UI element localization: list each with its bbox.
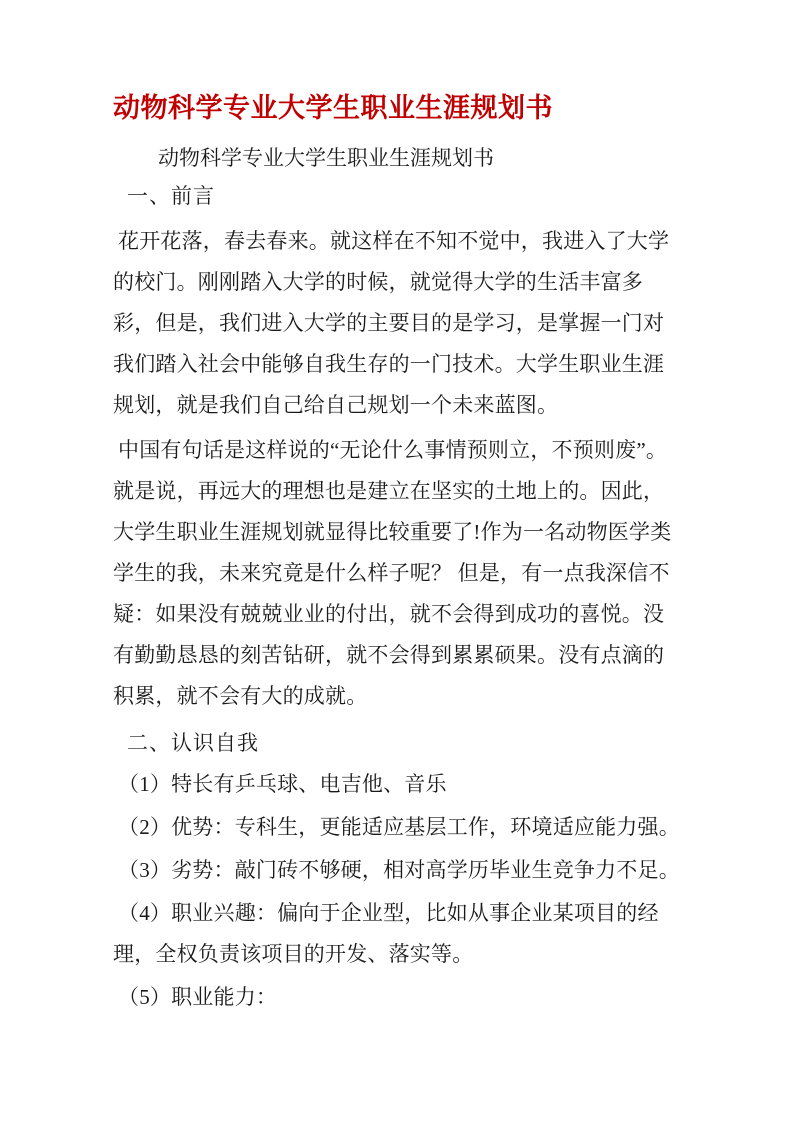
list-item-4-career-interest: （4）职业兴趣：偏向于企业型，比如从事企业某项目的经理，全权负责该项目的开发、落实等。 bbox=[113, 901, 659, 966]
list-item-3-disadvantages: （3）劣势：敲门砖不够硬，相对高学历毕业生竞争力不足。 bbox=[118, 858, 680, 882]
document-subtitle: 动物科学专业大学生职业生涯规划书 bbox=[158, 146, 494, 170]
document-title: 动物科学专业大学生职业生涯规划书 bbox=[113, 93, 553, 123]
section-heading-self-knowledge: 二、认识自我 bbox=[127, 731, 259, 755]
list-item-1-strengths-hobbies: （1）特长有乒乓球、电吉他、音乐 bbox=[118, 772, 447, 796]
section-heading-preface: 一、前言 bbox=[127, 184, 215, 208]
list-item-5-career-ability: （5）职业能力： bbox=[118, 985, 278, 1009]
preface-paragraph-2: 中国有句话是这样说的“无论什么事情预则立，不预则废”。就是说，再远大的理想也是建立在坚实的土地上的。因此，大学生职业生涯规划就显得比较重要了!作为一名动物医学类学生的我，未来究竟是什么样子呢？ 但是，有一点我深信不疑：如果没有兢兢业业的付出，就不会得到成功的喜悦。没有勤勤恳恳的刻苦钻研，就不会得到累累硕果。没有点滴的积累，就不会有大的成就。 bbox=[113, 438, 672, 708]
list-item-2-advantages: （2）优势：专科生，更能适应基层工作，环境适应能力强。 bbox=[118, 815, 680, 839]
preface-paragraph-1: 花开花落，春去春来。就这样在不知不觉中，我进入了大学的校门。刚刚踏入大学的时候，就觉得大学的生活丰富多彩，但是，我们进入大学的主要目的是学习，是掌握一门对我们踏入社会中能够自我生存的一门技术。大学生职业生涯规划，就是我们自己给自己规划一个未来蓝图。 bbox=[113, 229, 670, 417]
